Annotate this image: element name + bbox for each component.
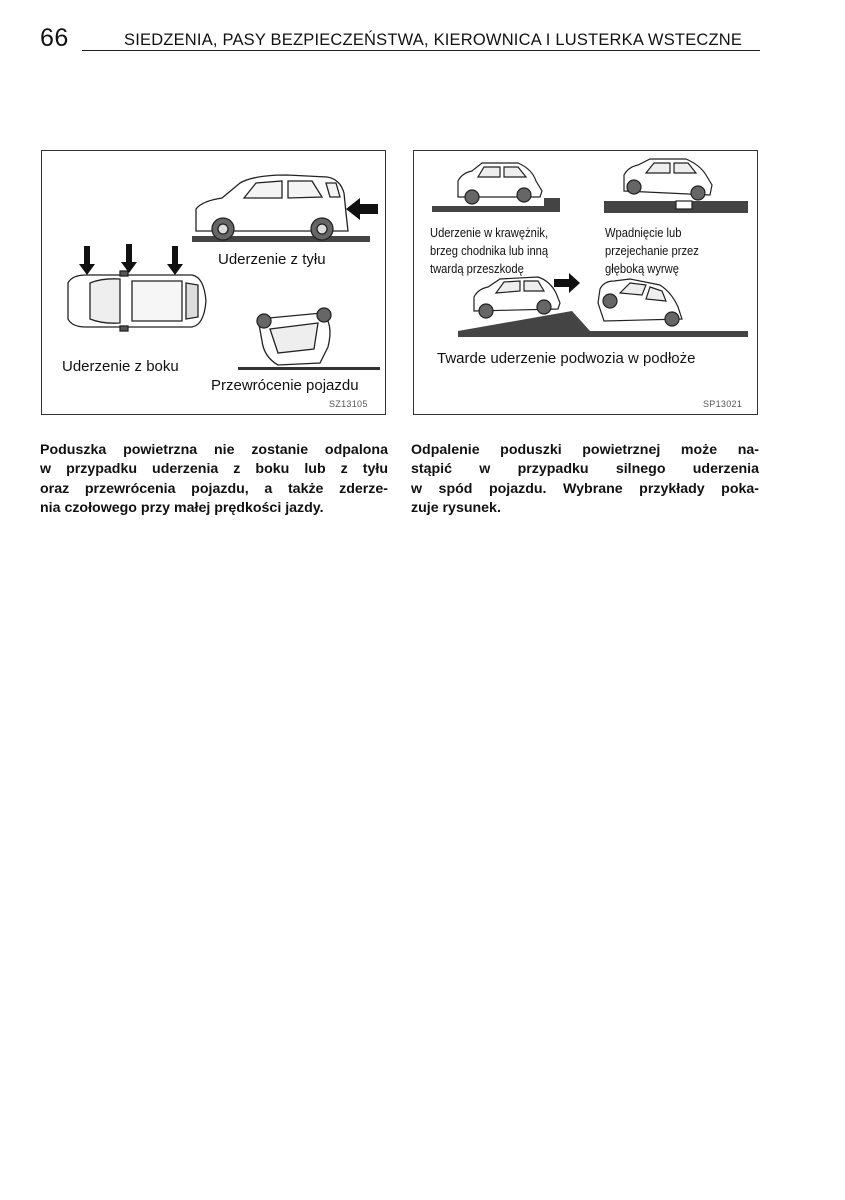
label-underbody: Twarde uderzenie podwozia w podłoże bbox=[437, 350, 696, 367]
text-line: Odpalenie poduszki powietrznej może na- bbox=[411, 442, 759, 458]
figure-deployment-cases bbox=[413, 150, 758, 415]
label-pothole: Wpadnięcie lub przejechanie przez głęboką wyrwę bbox=[605, 225, 699, 276]
car-rear-impact-illustration bbox=[192, 175, 370, 242]
text-line: w spód pojazdu. Wybrane przykłady poka- bbox=[411, 480, 759, 497]
label-rear-impact: Uderzenie z tyłu bbox=[218, 251, 326, 268]
side-impact-arrows bbox=[79, 244, 183, 275]
label-curb: Uderzenie w krawężnik, brzeg chodnika lub inną twardą przeszkodę bbox=[430, 225, 549, 276]
text-line: w przypadku uderzenia z boku lub z tyłu bbox=[40, 461, 388, 478]
paragraph-no-deployment bbox=[40, 441, 388, 519]
text-line: nia czołowego przy małej prędkości jazdy. bbox=[40, 500, 324, 517]
car-underbody-illustration bbox=[458, 277, 748, 337]
page-number: 66 bbox=[40, 24, 69, 52]
figure-code: SP13021 bbox=[703, 399, 743, 409]
paragraph-deployment bbox=[411, 441, 759, 519]
car-pothole-illustration bbox=[604, 159, 748, 213]
text-line: zuje rysunek. bbox=[411, 500, 501, 517]
car-side-impact-illustration bbox=[68, 271, 206, 331]
figure-non-deployment-cases bbox=[41, 150, 386, 415]
text-line: stąpić w przypadku silnego uderzenia bbox=[411, 461, 759, 478]
label-side-impact: Uderzenie z boku bbox=[62, 358, 179, 375]
car-rollover-illustration bbox=[238, 308, 380, 370]
rear-impact-arrow bbox=[346, 198, 378, 220]
label-rollover: Przewrócenie pojazdu bbox=[211, 377, 359, 394]
figure-illustration-right bbox=[414, 151, 757, 414]
figure-code: SZ13105 bbox=[329, 399, 368, 409]
underbody-arrow bbox=[554, 273, 580, 293]
running-head: SIEDZENIA, PASY BEZPIECZEŃSTWA, KIEROWNICA I LUSTERKA WSTECZNE bbox=[124, 31, 743, 49]
text-line: Poduszka powietrzna nie zostanie odpalona bbox=[40, 442, 388, 458]
car-curb-illustration bbox=[432, 163, 560, 212]
text-line: oraz przewrócenia pojazdu, a także zderze- bbox=[40, 480, 388, 497]
header-rule bbox=[82, 50, 760, 51]
